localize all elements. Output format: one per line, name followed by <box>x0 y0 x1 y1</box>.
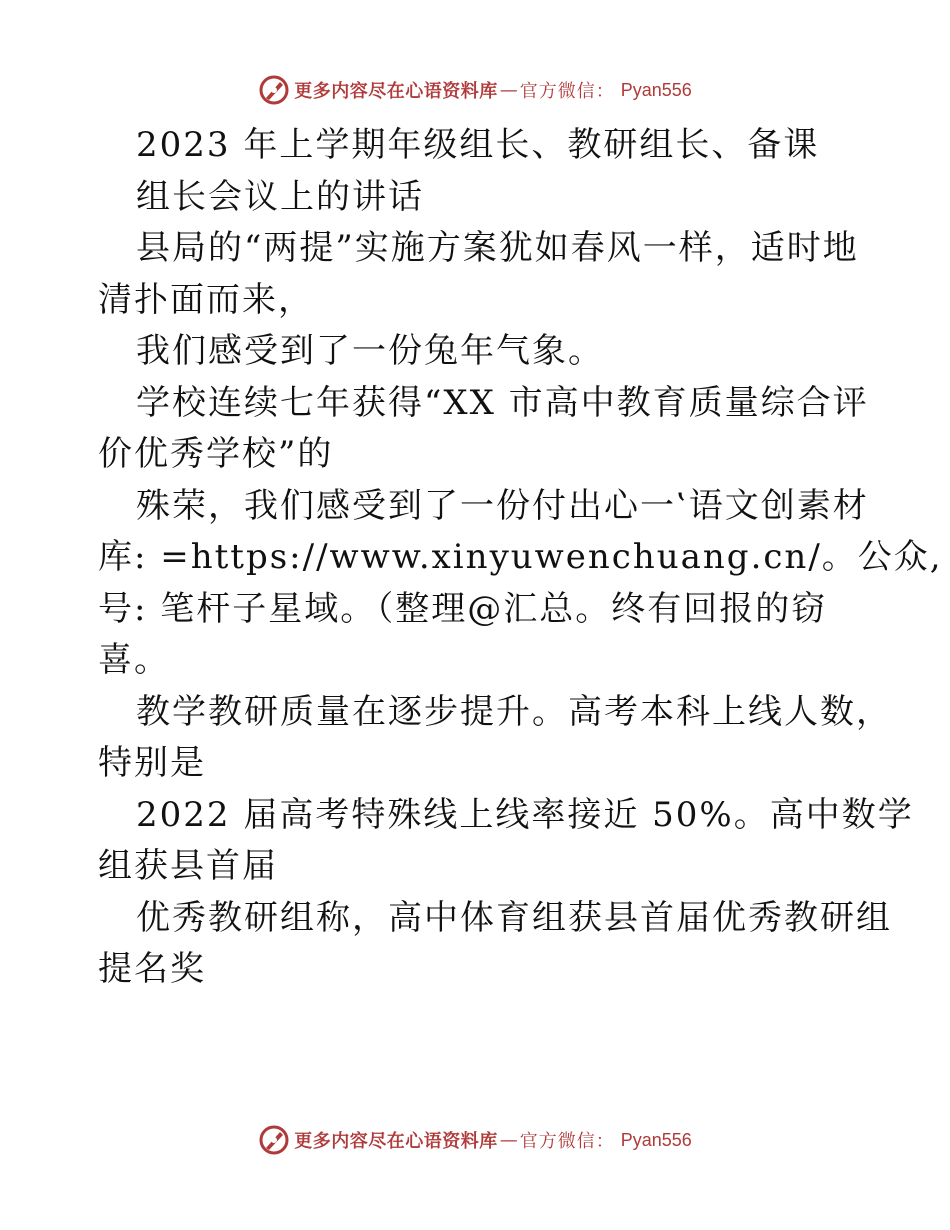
text-line: 特别是 <box>98 743 206 783</box>
banner-official-label: 官方微信： <box>519 81 615 102</box>
text-line: 2022 届高考特殊线上线率接近 50%。高中数学 <box>136 794 914 835</box>
quill-circle-logo-icon <box>258 1124 290 1156</box>
footer-watermark-banner <box>0 1120 950 1160</box>
banner-separator: — <box>499 79 518 101</box>
text-line: 殊荣，我们感受到了一份付出心一‛语文创素材 <box>136 485 869 526</box>
text-line: 优秀教研组称，高中体育组获县首届优秀教研组 <box>136 897 892 938</box>
text-line: 我们感受到了一份兔年气象。 <box>136 331 604 371</box>
document-body <box>98 120 943 996</box>
text-line: 学校连续七年获得“XX 市高中教育质量综合评 <box>136 382 869 423</box>
text-line: 清扑面而来， <box>98 279 314 320</box>
text-line: 教学教研质量在逐步提升。高考本科上线人数， <box>136 691 892 732</box>
banner-brand-text: 更多内容尽在心语资料库 <box>294 1131 498 1152</box>
text-line: 喜。 <box>98 640 170 680</box>
banner-wechat-id: Pyan556 <box>620 79 692 100</box>
banner-separator: — <box>499 1129 518 1151</box>
quill-circle-logo-icon <box>258 74 290 106</box>
text-line: 县局的“两提”实施方案犹如春风一样，适时地 <box>136 228 859 268</box>
text-line: 组长会议上的讲话 <box>136 176 424 217</box>
header-watermark-banner <box>0 70 950 110</box>
text-line: 号: 笔杆子星域。（整理@汇总。终有回报的窃 <box>98 588 828 629</box>
text-line: 2023 年上学期年级组长、教研组长、备课 <box>136 125 820 165</box>
text-line: 组获县首届 <box>98 846 278 886</box>
text-line: 价优秀学校”的 <box>98 434 334 474</box>
text-line: 库: =https://www.xinyuwenchuang.cn/。公众, <box>98 537 943 577</box>
text-line: 提名奖 <box>98 949 206 989</box>
banner-official-label: 官方微信： <box>519 1131 615 1152</box>
banner-wechat-id: Pyan556 <box>620 1129 692 1150</box>
banner-brand-text: 更多内容尽在心语资料库 <box>294 81 498 102</box>
